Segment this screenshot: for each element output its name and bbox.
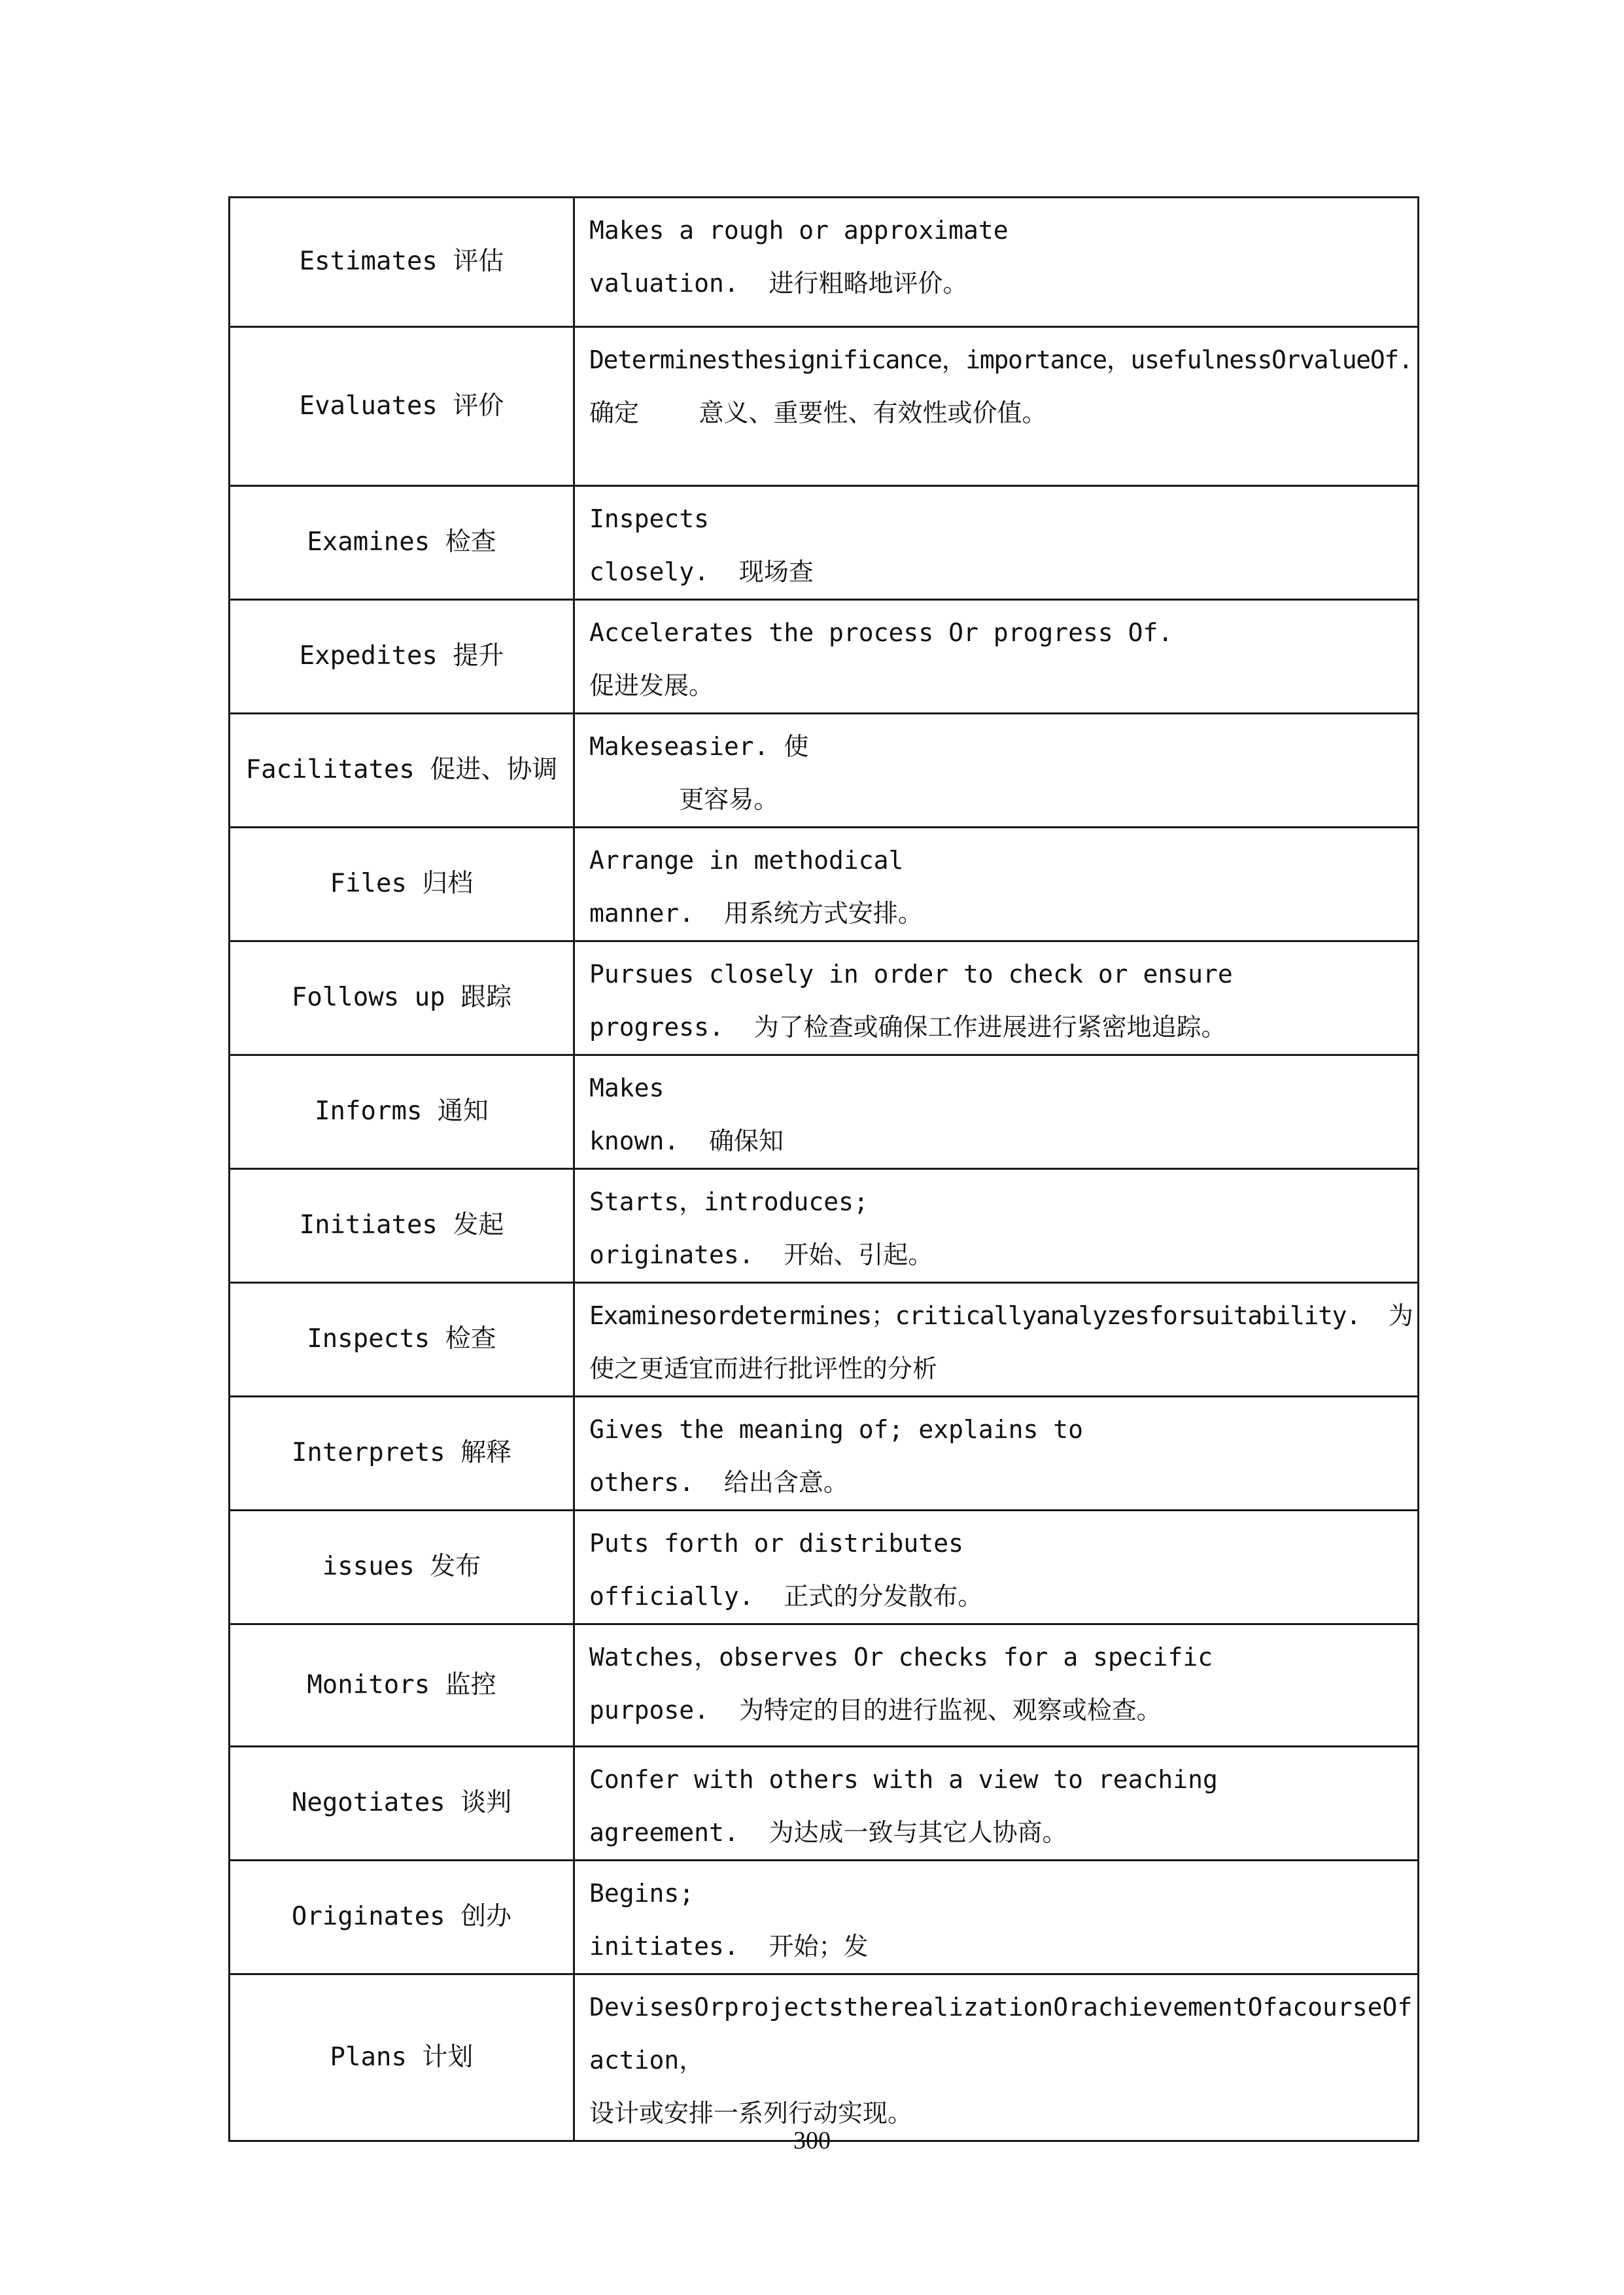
definition-cell — [574, 1397, 1419, 1511]
definition-line: Pursues closely in order to check or ensure — [589, 960, 1233, 989]
definition-line: 确定 意义、重要性、有效性或价值。 — [589, 398, 1047, 427]
term-cell: Originates 创办 — [230, 1861, 574, 1974]
term-cell: Monitors 监控 — [230, 1624, 574, 1747]
definition-line: known. 确保知 — [589, 1127, 784, 1155]
definition-cell — [574, 198, 1419, 327]
definition-cell — [574, 1055, 1419, 1169]
table-row — [230, 828, 1419, 941]
term-cell: Plans 计划 — [230, 1974, 574, 2141]
definition-line: Accelerates the process Or progress Of. — [589, 618, 1173, 647]
definition-cell — [574, 1283, 1419, 1397]
term-cell: issues 发布 — [230, 1511, 574, 1624]
definition-line: Makeseasier. 使 — [589, 732, 809, 761]
definition-line: 设计或安排一系列行动实现。 — [589, 2099, 913, 2128]
definition-line: 促进发展。 — [589, 671, 714, 700]
term-cell: Estimates 评估 — [230, 198, 574, 327]
definition-cell — [574, 600, 1419, 714]
definition-line: Makes — [589, 1074, 665, 1102]
definition-cell — [574, 1974, 1419, 2141]
definition-line: purpose. 为特定的目的进行监视、观察或检查。 — [589, 1696, 1162, 1725]
term-cell: Evaluates 评价 — [230, 327, 574, 486]
term-cell: Inspects 检查 — [230, 1283, 574, 1397]
table-row — [230, 198, 1419, 327]
definition-line: 更容易。 — [589, 785, 779, 814]
definition-line: Gives the meaning of; explains to — [589, 1415, 1083, 1444]
definition-line: agreement. 为达成一致与其它人协商。 — [589, 1818, 1067, 1847]
definition-cell — [574, 941, 1419, 1055]
definition-line: Determinesthesignificance，importance，usefulnessOrvalueOf. — [589, 345, 1413, 374]
definition-line: 使之更适宜而进行批评性的分析 — [589, 1354, 938, 1383]
term-cell: Files 归档 — [230, 828, 574, 941]
definition-cell — [574, 327, 1419, 486]
definition-line: progress. 为了检查或确保工作进展进行紧密地追踪。 — [589, 1013, 1226, 1042]
definition-line: Starts，introduces; — [589, 1187, 869, 1216]
glossary-table — [228, 196, 1419, 2142]
definition-line: initiates. 开始；发 — [589, 1932, 869, 1961]
definition-line: DevisesOrprojectstherealizationOrachievementOfacourseOf — [589, 1993, 1413, 2022]
table-row — [230, 1861, 1419, 1974]
definition-line: officially. 正式的分发散布。 — [589, 1582, 983, 1611]
definition-cell — [574, 1861, 1419, 1974]
term-cell: Negotiates 谈判 — [230, 1747, 574, 1861]
definition-cell — [574, 714, 1419, 828]
table-row — [230, 1169, 1419, 1283]
table-row — [230, 600, 1419, 714]
table-row — [230, 941, 1419, 1055]
page-number: 300 — [793, 2127, 831, 2154]
table-row — [230, 327, 1419, 486]
table-row — [230, 1624, 1419, 1747]
term-cell: Follows up 跟踪 — [230, 941, 574, 1055]
table-row — [230, 1974, 1419, 2141]
definition-line: others. 给出含意。 — [589, 1468, 848, 1497]
table-row — [230, 1055, 1419, 1169]
definition-cell — [574, 1624, 1419, 1747]
definition-cell — [574, 486, 1419, 600]
definition-line: Confer with others with a view to reaching — [589, 1765, 1218, 1794]
term-cell: Examines 检查 — [230, 486, 574, 600]
definition-line: Inspects — [589, 504, 710, 533]
definition-line: Begins; — [589, 1879, 695, 1908]
table-row — [230, 1511, 1419, 1624]
definition-line: Puts forth or distributes — [589, 1529, 963, 1558]
term-cell: Informs 通知 — [230, 1055, 574, 1169]
table-row — [230, 1397, 1419, 1511]
term-cell: Interprets 解释 — [230, 1397, 574, 1511]
definition-line: Makes a rough or approximate — [589, 216, 1009, 245]
table-row — [230, 486, 1419, 600]
term-cell: Facilitates 促进、协调 — [230, 714, 574, 828]
definition-line: Watches，observes Or checks for a specific — [589, 1643, 1213, 1672]
table-row — [230, 1283, 1419, 1397]
definition-line: Arrange in methodical — [589, 846, 904, 875]
term-cell: Initiates 发起 — [230, 1169, 574, 1283]
definition-line: valuation. 进行粗略地评价。 — [589, 269, 968, 298]
definition-cell — [574, 1747, 1419, 1861]
table-row — [230, 1747, 1419, 1861]
definition-line: closely. 现场查 — [589, 557, 814, 586]
definition-cell — [574, 1169, 1419, 1283]
table-row — [230, 714, 1419, 828]
glossary-table-body — [230, 198, 1419, 2141]
term-cell: Expedites 提升 — [230, 600, 574, 714]
definition-line: manner. 用系统方式安排。 — [589, 899, 923, 928]
definition-line: Examinesordetermines；criticallyanalyzesforsuitability. 为 — [589, 1301, 1413, 1330]
definition-cell — [574, 828, 1419, 941]
definition-line: originates. 开始、引起。 — [589, 1240, 933, 1269]
definition-line: action， — [589, 2046, 704, 2075]
definition-cell — [574, 1511, 1419, 1624]
